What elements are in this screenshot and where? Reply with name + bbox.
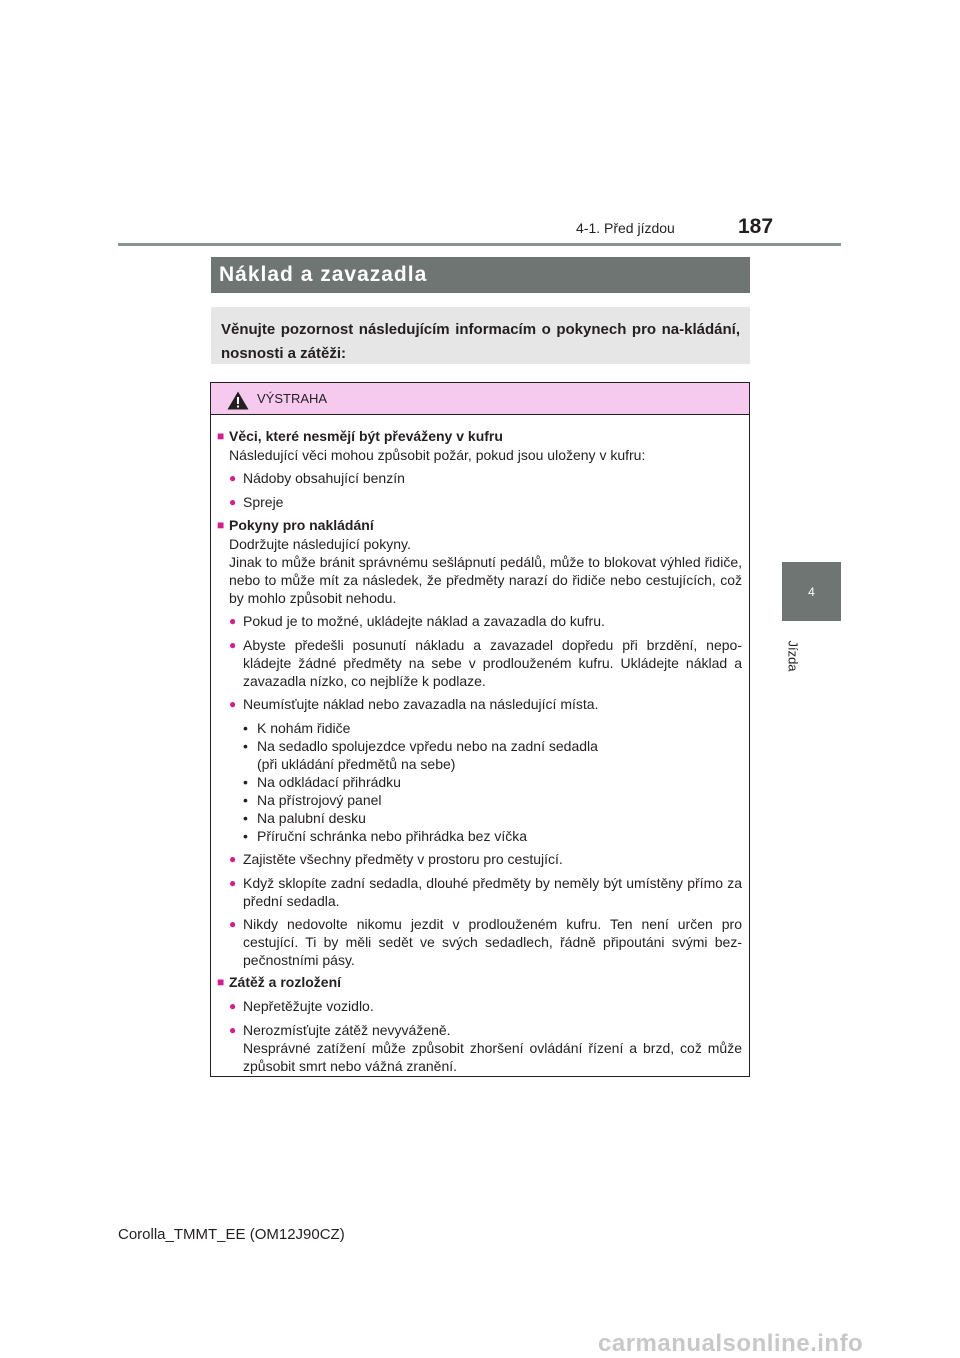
- bullet-circle-icon: ●: [229, 614, 237, 628]
- warning-triangle-icon: [227, 391, 249, 410]
- sub-list-item: [243, 809, 742, 827]
- bullet-item: [217, 493, 742, 512]
- sub-bullet: •: [243, 792, 248, 808]
- sub-item-text: Příruční schránka nebo přihrádka bez víčka: [257, 828, 528, 844]
- sub-list-item: [243, 791, 742, 809]
- sub-item-text: Na palubní desku: [257, 810, 366, 826]
- bullet-item: [217, 1021, 742, 1075]
- intro-text: Věnujte pozornost následujícím informacím o pokynech pro na-kládání, nosnosti a zátěži:: [211, 307, 750, 364]
- bullet-item: [217, 612, 742, 631]
- bullet-item: [217, 636, 742, 690]
- bullet-text: Nepřetěžujte vozidlo.: [243, 998, 374, 1014]
- section-paragraph: [217, 553, 742, 607]
- bullet-text: Abyste předešli posunutí nákladu a zavazadel dopředu při brzdění, nepo-kládejte žádné předměty na sebe v prodlouženém kufru. Ukládejte náklad a zavazadla nízko, co nejblíže k podlaze.: [243, 637, 742, 689]
- bullet-item: [217, 997, 742, 1016]
- warning-section-heading: [217, 427, 742, 446]
- bullet-text: Pokud je to možné, ukládejte náklad a zavazadla do kufru.: [243, 613, 605, 629]
- bullet-circle-icon: ●: [229, 876, 237, 890]
- bullet-text-line: Nesprávné zatížení může způsobit zhoršení ovládání řízení a brzd, což může způsobit smrt nebo vážná zranění.: [243, 1040, 742, 1074]
- sub-list-item: [243, 737, 742, 755]
- paragraph-text: Jinak to může bránit správnému sešlápnutí pedálů, může to blokovat výhled řidiče, nebo to může mít za následek, že předměty narazí do řidiče nebo cestujících, což by mohlo způsobit nehodu.: [229, 554, 742, 606]
- sub-bullet: •: [243, 720, 248, 736]
- warning-header: [211, 383, 749, 415]
- watermark: carmanualsonline.info: [598, 1330, 864, 1357]
- sub-list-item: [243, 755, 742, 773]
- bullet-text: Nádoby obsahující benzín: [243, 470, 405, 486]
- sub-item-text: Na sedadlo spolujezdce vpředu nebo na zadní sedadla: [257, 738, 598, 754]
- section-title: Pokyny pro nakládání: [229, 517, 374, 533]
- sub-bullet: •: [243, 738, 248, 754]
- bullet-text: [243, 636, 742, 690]
- bullet-circle-icon: ●: [229, 1023, 237, 1037]
- paragraph-text: Následující věci mohou způsobit požár, pokud jsou uloženy v kufru:: [229, 447, 646, 463]
- bullet-text: Neumísťujte náklad nebo zavazadla na následující místa.: [243, 696, 599, 712]
- sub-bullet: •: [243, 828, 248, 844]
- bullet-circle-icon: ●: [229, 495, 237, 509]
- bullet-text: [243, 612, 742, 631]
- section-title: Věci, které nesmějí být převáženy v kufru: [229, 428, 503, 444]
- section-square-icon: ■: [217, 429, 225, 443]
- section-title: Zátěž a rozložení: [229, 974, 342, 990]
- sub-item-text: Na přístrojový panel: [257, 792, 382, 808]
- bullet-item: [217, 915, 742, 969]
- warning-label: VÝSTRAHA: [257, 391, 328, 406]
- sub-bullet: [243, 755, 257, 773]
- bullet-text: [243, 874, 742, 910]
- warning-box: [210, 382, 750, 1077]
- page-number: 187: [738, 215, 774, 238]
- bullet-text: Nikdy nedovolte nikomu jezdit v prodlouženém kufru. Ten není určen pro cestující. Ti by měli sedět ve svých sedadlech, řádně připoutáni svými bez-pečnostními pásy.: [243, 916, 742, 968]
- bullet-circle-icon: ●: [229, 917, 237, 931]
- sub-list: [217, 719, 742, 845]
- bullet-circle-icon: ●: [229, 999, 237, 1013]
- bullet-text: [243, 997, 742, 1016]
- sub-list-item: [243, 719, 742, 737]
- bullet-text-line: Nerozmísťujte zátěž nevyváženě.: [243, 1022, 451, 1038]
- bullet-item: [217, 850, 742, 869]
- section-square-icon: ■: [217, 518, 225, 532]
- document-footer: Corolla_TMMT_EE (OM12J90CZ): [118, 1226, 345, 1243]
- page-title: Náklad a zavazadla: [211, 257, 750, 293]
- warning-section-heading: [217, 973, 742, 992]
- paragraph-text: Dodržujte následující pokyny.: [229, 536, 411, 552]
- chapter-label: Jízda: [785, 640, 801, 672]
- sub-item-text: K nohám řidiče: [257, 720, 351, 736]
- bullet-circle-icon: ●: [229, 471, 237, 485]
- section-header: 4-1. Před jízdou: [576, 220, 675, 236]
- sub-bullet: •: [243, 810, 248, 826]
- sub-item-text: Na odkládací přihrádku: [257, 774, 401, 790]
- section-square-icon: ■: [217, 975, 225, 989]
- bullet-item: [217, 874, 742, 910]
- bullet-text: [243, 915, 742, 969]
- bullet-item: [217, 695, 742, 714]
- sub-bullet: •: [243, 774, 248, 790]
- header-divider: [118, 243, 841, 246]
- bullet-text: [243, 850, 742, 869]
- chapter-number: 4: [808, 584, 815, 599]
- sub-list-item: [243, 827, 742, 845]
- bullet-text: Spreje: [243, 494, 284, 510]
- sub-item-text: (při ukládání předmětů na sebe): [257, 756, 456, 772]
- chapter-tab: [782, 562, 841, 621]
- bullet-text: [243, 1021, 742, 1075]
- bullet-text: [243, 493, 742, 512]
- section-paragraph: [217, 535, 742, 553]
- bullet-circle-icon: ●: [229, 697, 237, 711]
- bullet-text: Zajistěte všechny předměty v prostoru pro cestující.: [243, 851, 563, 867]
- warning-body: [211, 415, 749, 1075]
- section-paragraph: [217, 446, 742, 464]
- bullet-text: Když sklopíte zadní sedadla, dlouhé předměty by neměly být umístěny přímo za přední sedadla.: [243, 875, 742, 909]
- bullet-text: [243, 469, 742, 488]
- bullet-circle-icon: ●: [229, 852, 237, 866]
- bullet-item: [217, 469, 742, 488]
- bullet-text: [243, 695, 742, 714]
- bullet-circle-icon: ●: [229, 638, 237, 652]
- warning-section-heading: [217, 516, 742, 535]
- chapter-label-container: [783, 636, 803, 676]
- sub-list-item: [243, 773, 742, 791]
